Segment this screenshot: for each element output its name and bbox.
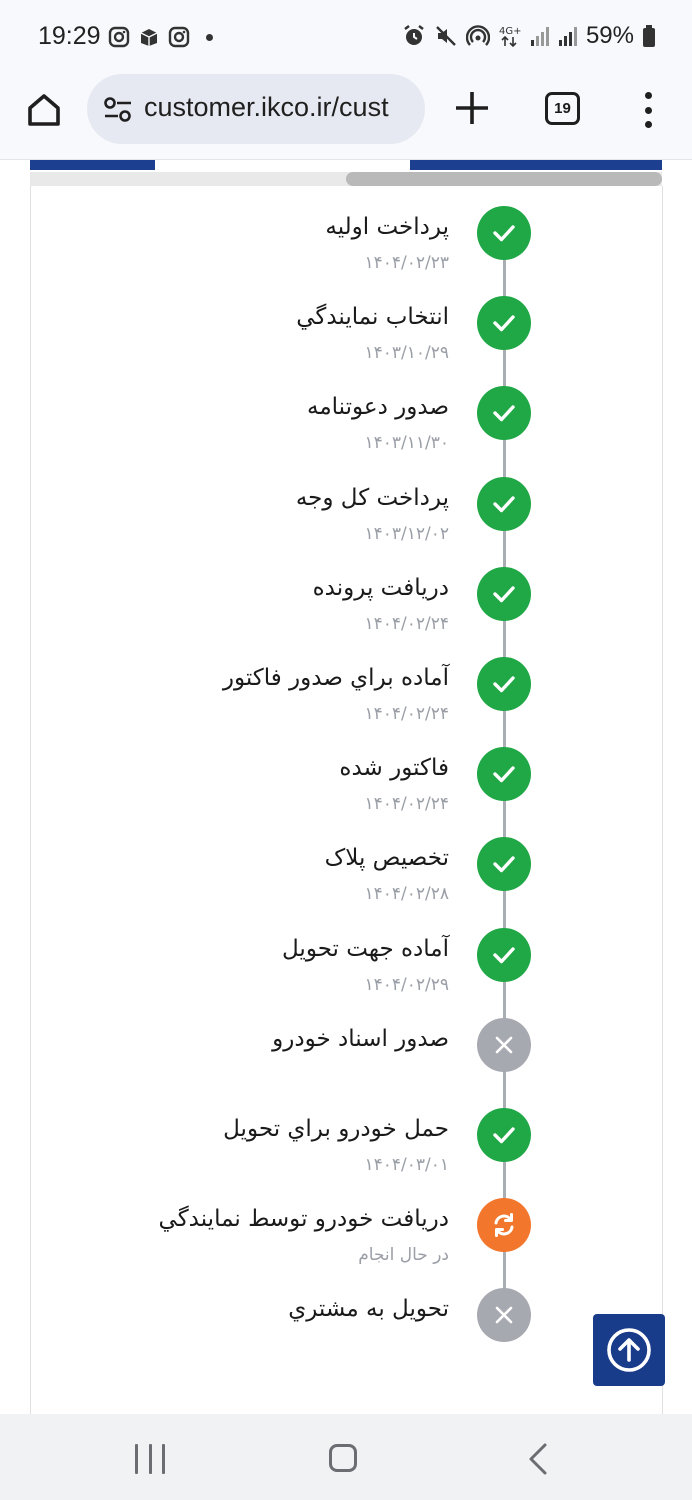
arrow-up-circle-icon [604,1325,654,1375]
status-circle [477,386,531,440]
status-circle [477,1108,531,1162]
recents-bar [135,1444,138,1474]
new-tab-icon[interactable] [452,88,492,128]
timeline-step [0,747,692,837]
status-circle [477,296,531,350]
menu-dot [645,121,652,128]
svg-text:4G+: 4G+ [498,26,522,37]
status-circle [477,1288,531,1342]
step-date: ۱۴۰۴/۰۲/۲۴ [364,613,449,634]
timeline-step [0,386,692,476]
status-circle [477,567,531,621]
menu-dot [645,92,652,99]
step-title: پرداخت اوليه [325,214,449,240]
status-circle [477,837,531,891]
tab-indicator[interactable] [410,160,662,170]
horizontal-scrollbar-thumb[interactable] [346,172,662,186]
step-date: ۱۴۰۳/۱۰/۲۹ [364,343,449,364]
timeline-step [0,1018,692,1108]
status-circle [477,657,531,711]
step-status-text: در حال انجام [358,1245,449,1266]
step-date: ۱۴۰۴/۰۳/۰۱ [364,1155,449,1175]
step-date: ۱۴۰۴/۰۲/۲۹ [364,974,449,995]
check-icon [489,218,519,248]
status-circle [477,1198,531,1252]
timeline-step [0,296,692,386]
browser-toolbar [0,74,692,160]
step-title: صدور دعوتنامه [307,394,449,421]
timeline-step [0,1198,692,1288]
url-text[interactable]: customer.ikco.ir/cust [144,92,389,122]
alarm-icon [402,24,426,48]
home-nav-button[interactable] [329,1444,357,1472]
status-circle [477,1018,531,1072]
instagram-icon [168,26,190,48]
step-title: صدور اسناد خودرو [272,1025,449,1052]
timeline-step [0,928,692,1018]
step-title: آماده براي صدور فاکتور [222,665,449,691]
step-date: ۱۴۰۳/۱۲/۰۲ [364,523,449,544]
tab-indicator[interactable] [30,160,155,170]
timeline-step [0,657,692,747]
step-title: حمل خودرو براي تحويل [223,1116,449,1142]
timeline-step [0,837,692,927]
step-title: فاکتور شده [339,755,449,782]
check-icon [489,940,519,970]
package-icon [138,26,160,48]
timeline-step [0,1108,692,1198]
status-bar [0,0,692,74]
home-button[interactable] [22,88,66,132]
hotspot-icon [466,24,490,48]
back-icon[interactable] [525,1442,551,1476]
close-icon [492,1033,516,1057]
battery-icon [642,24,656,48]
tab-switcher-button[interactable]: 19 [545,92,580,125]
check-icon [489,308,519,338]
signal-icon [558,25,578,47]
status-circle [477,928,531,982]
step-date: ۱۴۰۴/۰۲/۲۸ [364,884,449,905]
check-icon [489,579,519,609]
step-title: تخصيص پلاک [324,845,449,872]
check-icon [489,849,519,879]
timeline-step [0,477,692,567]
step-date: ۱۴۰۴/۰۲/۲۴ [364,794,449,815]
notification-dot [206,34,213,41]
close-icon [492,1303,516,1327]
clock: 19:29 [38,22,101,50]
4g-icon [498,24,522,48]
system-nav-bar [0,1414,692,1500]
timeline-step [0,206,692,296]
status-circle [477,747,531,801]
recents-button[interactable] [135,1444,165,1474]
step-date: ۱۴۰۳/۱۱/۳۰ [364,433,449,454]
step-title: دريافت خودرو توسط نمايندگي [158,1206,449,1233]
refresh-icon [489,1210,519,1240]
check-icon [489,669,519,699]
address-bar[interactable] [87,74,425,144]
step-title: پرداخت کل وجه [295,484,449,511]
step-title: آماده جهت تحويل [282,935,449,962]
signal-icon [530,25,550,47]
home-icon [25,91,63,129]
recents-bar [149,1444,152,1474]
timeline-step [0,567,692,657]
mute-icon [434,24,458,48]
step-date: ۱۴۰۴/۰۲/۲۴ [364,704,449,724]
status-circle [477,206,531,260]
status-circle [477,477,531,531]
site-settings-icon[interactable] [103,96,133,124]
browser-menu-button[interactable] [638,92,658,128]
step-title: تحويل به مشتري [288,1296,449,1323]
menu-dot [645,107,652,114]
page-tab-strip [30,160,662,172]
step-date: ۱۴۰۴/۰۲/۲۳ [364,253,449,273]
check-icon [489,759,519,789]
step-title: انتخاب نمايندگي [296,304,449,331]
step-title: دريافت پرونده [312,574,449,601]
instagram-icon [108,26,130,48]
recents-bar [162,1444,165,1474]
check-icon [489,489,519,519]
scroll-to-top-button[interactable] [593,1314,665,1386]
timeline-step [0,1288,692,1378]
battery-percent: 59% [585,22,634,49]
check-icon [489,398,519,428]
check-icon [489,1120,519,1150]
